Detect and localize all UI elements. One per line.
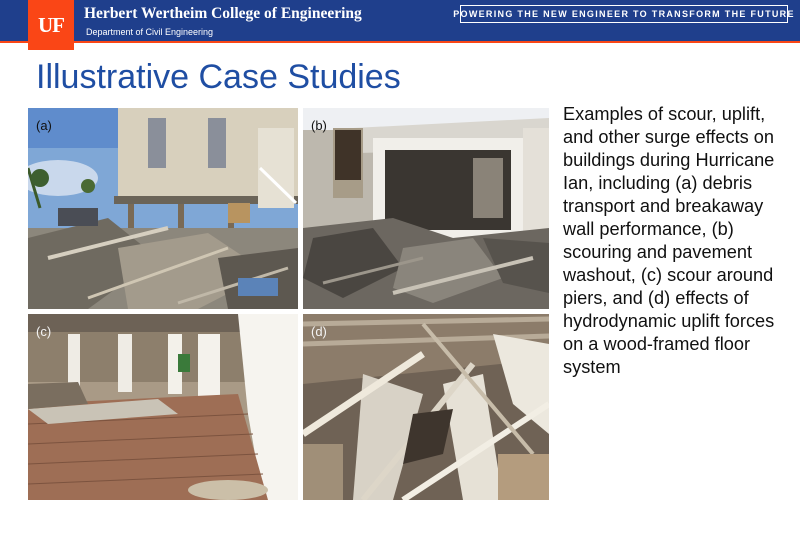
photo-d-uplift [303,314,549,500]
photo-c-piers [28,314,298,500]
slide-caption: Examples of scour, uplift, and other surge effects on buildings during Hurricane Ian, including (a) debris transport and breakaway wall performance, (b) scouring and pavement washout, (c) scour around piers, and (d) effects of hydrodynamic uplift forces on a wood-framed floor system [563,104,775,377]
photo-label-d: (d) [311,324,327,339]
header-divider [0,41,800,43]
photo-label-c: (c) [36,324,52,339]
department-name: Department of Civil Engineering [86,27,214,37]
slide-title: Illustrative Case Studies [36,58,401,96]
photo-a-debris [28,108,298,309]
photo-label-b: (b) [311,118,327,133]
uf-logo: UF [28,0,74,50]
tagline-box: POWERING THE NEW ENGINEER TO TRANSFORM THE FUTURE [460,5,788,23]
college-name: Herbert Wertheim College of Engineering [84,5,362,22]
photo-b-scour [303,108,549,309]
photo-label-a: (a) [36,118,52,133]
